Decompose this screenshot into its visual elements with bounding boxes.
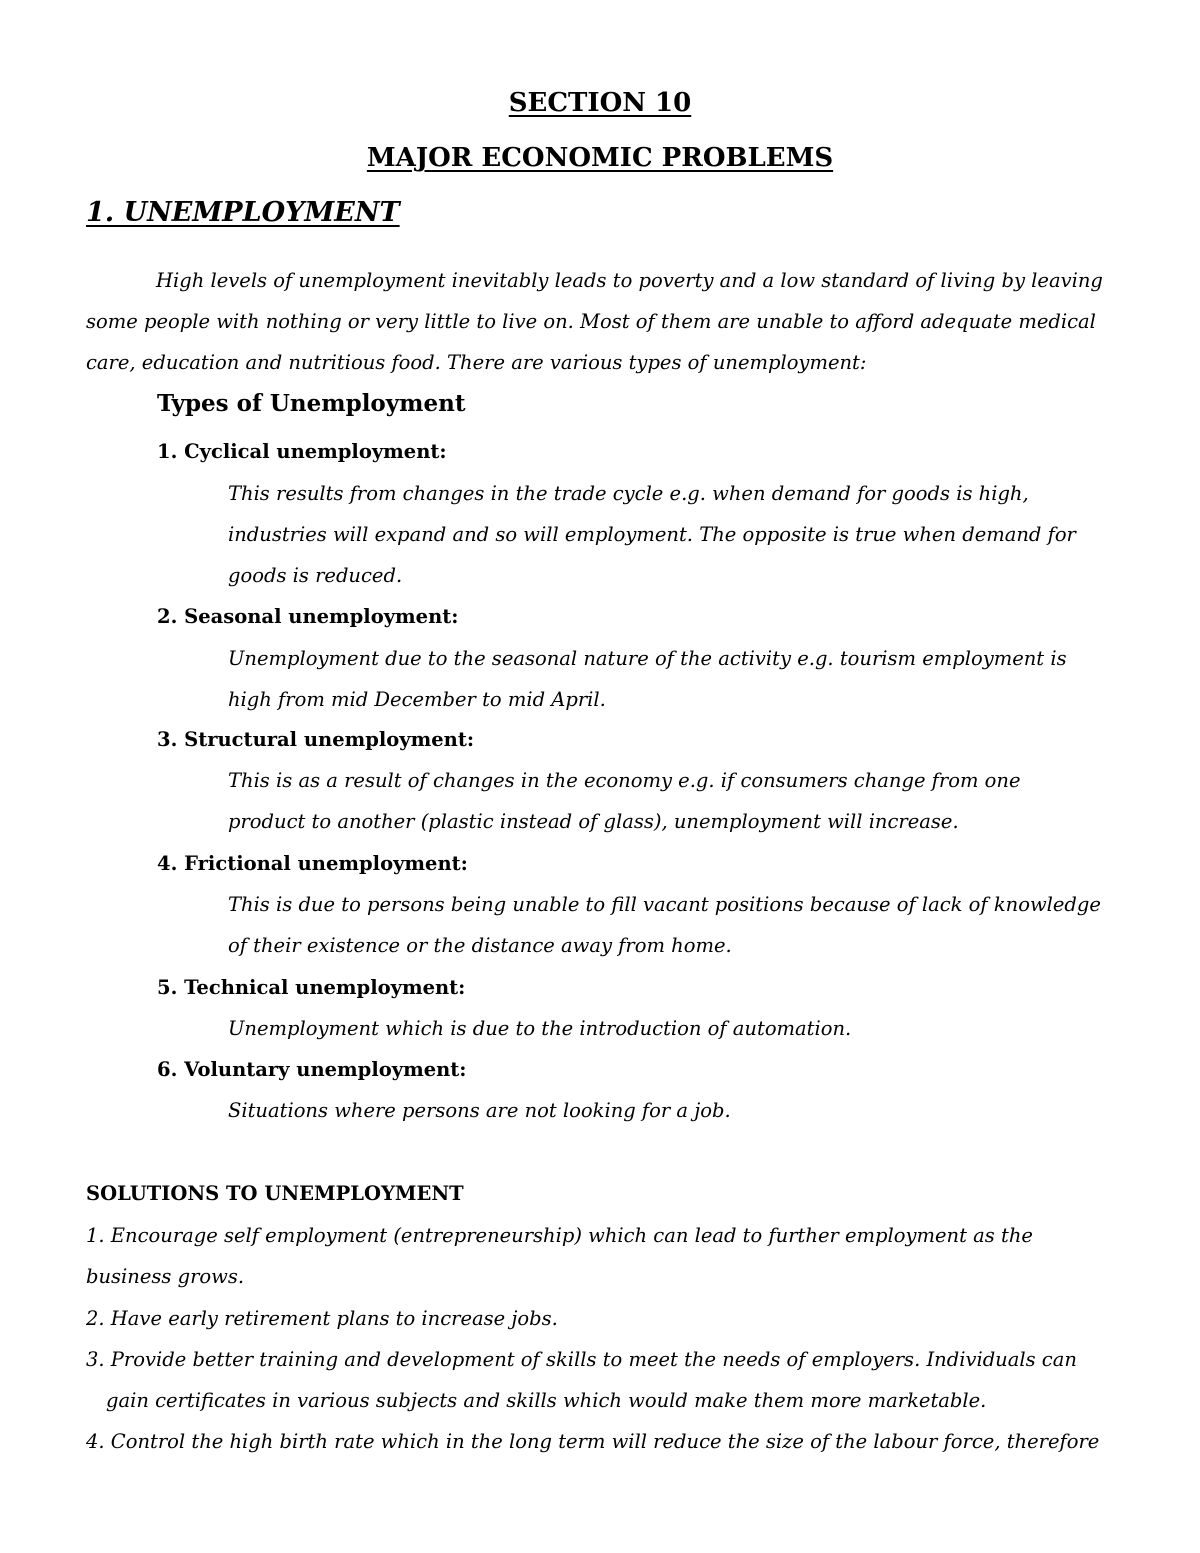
- type-title: 3. Structural unemployment:: [157, 728, 475, 751]
- intro-paragraph: High levels of unemployment inevitably leads to poverty and a low standard of living by leaving some people with nothing or very little to live on. Most of them are unable to afford adequate medical care, education and nutritious food. There are various types of unemployment:: [86, 269, 1103, 374]
- type-description: Unemployment due to the seasonal nature of the activity e.g. tourism employment is high from mid December to mid April.: [228, 647, 1067, 711]
- solution-item: 3. Provide better training and development of skills to meet the needs of employers. Individuals can gain certificates in various subjects and skills which would make them more marketable.: [86, 1348, 1077, 1412]
- solution-item: 1. Encourage self employment (entrepreneurship) which can lead to further employment as the business grows.: [86, 1224, 1033, 1288]
- type-description: This is as a result of changes in the economy e.g. if consumers change from one product to another (plastic instead of glass), unemployment will increase.: [228, 769, 1021, 833]
- type-title: 4. Frictional unemployment:: [157, 852, 468, 875]
- type-title: 5. Technical unemployment:: [157, 976, 466, 999]
- page-subtitle: MAJOR ECONOMIC PROBLEMS: [366, 143, 834, 173]
- type-title: 1. Cyclical unemployment:: [157, 440, 447, 463]
- solution-item: 4. Control the high birth rate which in the long term will reduce the size of the labour force, therefore: [86, 1430, 1100, 1453]
- type-title: 2. Seasonal unemployment:: [157, 605, 459, 628]
- type-description: This results from changes in the trade cycle e.g. when demand for goods is high, industries will expand and so will employment. The opposite is true when demand for goods is reduced.: [228, 482, 1076, 587]
- solutions-heading: SOLUTIONS TO UNEMPLOYMENT: [86, 1182, 464, 1205]
- type-description: Unemployment which is due to the introduction of automation.: [228, 1017, 852, 1040]
- section-title: SECTION 10: [508, 88, 692, 118]
- solution-item: 2. Have early retirement plans to increase jobs.: [86, 1307, 558, 1330]
- unemployment-heading: 1. UNEMPLOYMENT: [86, 197, 400, 228]
- type-description: Situations where persons are not looking for a job.: [228, 1099, 731, 1122]
- types-heading: Types of Unemployment: [157, 390, 466, 417]
- type-description: This is due to persons being unable to fill vacant positions because of lack of knowledge of their existence or the distance away from home.: [228, 893, 1101, 957]
- type-title: 6. Voluntary unemployment:: [157, 1058, 467, 1081]
